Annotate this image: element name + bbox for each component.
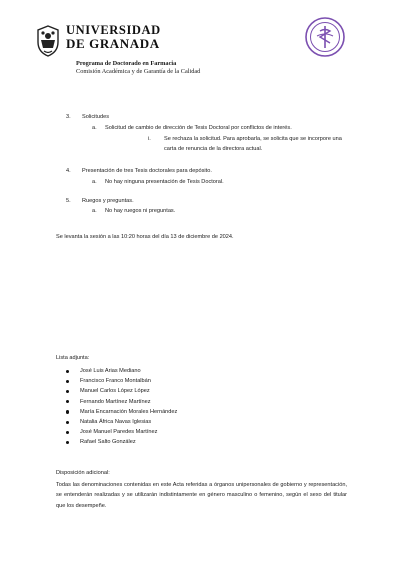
bullet-icon [66,390,69,393]
university-name-line1: UNIVERSIDAD [66,23,161,37]
attendee-name: José Manuel Paredes Martínez [80,429,158,436]
subitem-text-line2: carta de renuncia de la directora actual. [164,146,263,152]
bullet-icon [66,421,69,424]
bullet-icon [66,410,69,413]
item-text: No hay ruegos ni preguntas. [105,208,176,214]
section-number: 3. [66,114,71,120]
item-text: Solicitud de cambio de dirección de Tesis Doctoral por conflictos de interés. [105,125,292,131]
item-marker: a. [92,208,97,214]
attendee-name: Francisco Franco Montalbán [80,378,151,385]
attendee-name: Fernando Martínez Martínez [80,398,151,405]
bullet-icon [66,441,69,444]
subitem-text-line1: Se rechaza la solicitud. Para aprobarla, se solicita que se incorpore una [164,136,342,142]
bullet-icon [66,370,69,373]
university-crest-icon [34,24,62,58]
item-marker: a. [92,179,97,185]
attendee-name: María Encarnación Morales Hernández [80,408,178,415]
closing-statement: Se levanta la sesión a las 10:20 horas del día 13 de diciembre de 2024. [56,234,234,240]
program-header [76,60,200,76]
program-title: Programa de Doctorado en Farmacia [76,60,177,67]
additional-heading: Disposición adicional: [56,470,110,476]
bullet-icon [66,380,69,383]
subitem-marker: i. [148,136,151,142]
item-text: No hay ninguna presentación de Tesis Doctoral. [105,179,224,185]
university-name-line2: DE GRANADA [66,36,160,51]
faculty-seal-icon [304,16,346,58]
item-marker: a. [92,125,97,131]
section-title: Ruegos y preguntas. [82,198,134,204]
additional-text: Todas las denominaciones contenidas en este Acta referidas a órganos unipersonales de gobierno y representación, se entenderán realizadas y se utilizarán indistintamente en género masculino o femenino, según el sexo del titular que los desempeñe. [56,482,347,509]
attendee-name: Rafael Salto González [80,439,136,446]
attendee-name: Natalia África Navas Iglesias [80,418,152,425]
attendance-heading: Lista adjunta: [56,355,90,361]
bullet-icon [66,400,69,403]
section-number: 5. [66,198,71,204]
section-title: Presentación de tres Tesis doctorales para depósito. [82,168,212,174]
attendee-name: Manuel Carlos López López [80,388,150,395]
committee-title: Comisión Académica y de Garantía de la Calidad [76,68,201,75]
attendee-name: José Luis Arias Mediano [80,368,141,374]
section-title: Solicitudes [82,114,110,120]
bullet-icon [66,431,69,434]
section-number: 4. [66,168,71,174]
university-name [66,24,161,50]
